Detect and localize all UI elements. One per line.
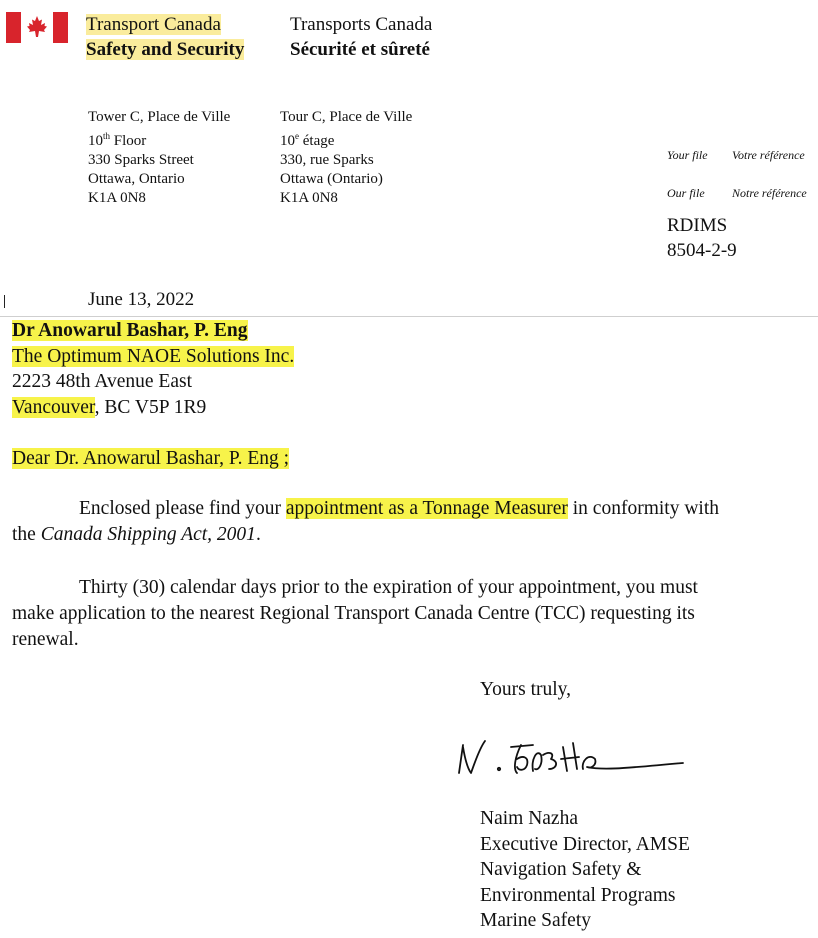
- recipient-city-line: Vancouver, BC V5P 1R9: [12, 396, 207, 418]
- paragraph-2-line1: Thirty (30) calendar days prior to the expiration of your appointment, you must: [79, 577, 698, 598]
- appointment-highlight: appointment as a Tonnage Measurer: [285, 498, 568, 519]
- signatory-title: Executive Director, AMSE: [480, 833, 690, 855]
- your-file-label: Your file: [667, 148, 708, 162]
- department-french: [290, 12, 432, 62]
- address-en-city: Ottawa, Ontario: [88, 171, 185, 187]
- letter-date: June 13, 2022: [88, 289, 195, 310]
- address-fr-line1: Tour C, Place de Ville: [280, 109, 413, 125]
- address-fr-street: 330, rue Sparks: [280, 152, 374, 168]
- recipient-block: [12, 318, 294, 420]
- scan-divider: [0, 316, 818, 317]
- paragraph-1: [12, 496, 719, 548]
- address-en-line1: Tower C, Place de Ville: [88, 109, 231, 125]
- salutation: Dear Dr. Anowarul Bashar, P. Eng ;: [12, 448, 290, 469]
- handwritten-signature: [455, 735, 695, 785]
- address-english: [88, 108, 230, 208]
- paragraph-1-line2: the Canada Shipping Act, 2001.: [12, 524, 261, 545]
- recipient-company: The Optimum NAOE Solutions Inc.: [12, 345, 295, 367]
- signatory-dept-1: Navigation Safety &: [480, 859, 642, 880]
- signatory-dept-3: Marine Safety: [480, 910, 592, 931]
- act-name: Canada Shipping Act, 2001: [40, 524, 256, 545]
- address-en-floor: 10th Floor: [88, 131, 147, 149]
- votre-reference-label: Votre référence: [732, 148, 805, 162]
- notre-reference-label: Notre référence: [732, 186, 807, 200]
- rdims-reference: [667, 213, 737, 263]
- address-fr-floor: 10e étage: [280, 131, 335, 149]
- department-name-fr: Transports Canada: [290, 14, 433, 35]
- paragraph-1-line1: Enclosed please find your appointment as a Tonnage Measurer in conformity with: [79, 498, 719, 519]
- address-en-street: 330 Sparks Street: [88, 152, 194, 168]
- department-english: [86, 12, 244, 62]
- address-french: [280, 108, 412, 208]
- rdims-label: RDIMS: [667, 215, 728, 236]
- closing: Yours truly,: [480, 679, 572, 700]
- paragraph-2: [12, 575, 698, 653]
- address-fr-postal: K1A 0N8: [280, 190, 338, 206]
- paragraph-2-line2: make application to the nearest Regional Transport Canada Centre (TCC) requesting its: [12, 603, 695, 624]
- recipient-city: Vancouver: [12, 396, 95, 418]
- signatory-name: Naim Nazha: [480, 808, 578, 829]
- margin-tick: [4, 295, 5, 308]
- rdims-number: 8504-2-9: [667, 240, 737, 261]
- paragraph-2-line3: renewal.: [12, 629, 79, 650]
- signatory-block: [480, 806, 690, 934]
- our-file-label: Our file: [667, 186, 705, 200]
- recipient-name: Dr Anowarul Bashar, P. Eng: [12, 320, 248, 341]
- department-name-en: Transport Canada: [86, 14, 221, 35]
- division-name-en: Safety and Security: [86, 39, 245, 60]
- division-name-fr: Sécurité et sûreté: [290, 39, 430, 60]
- signatory-dept-2: Environmental Programs: [480, 884, 676, 906]
- address-en-postal: K1A 0N8: [88, 190, 146, 206]
- address-fr-city: Ottawa (Ontario): [280, 171, 383, 187]
- canada-flag-icon: [6, 12, 68, 43]
- recipient-street: 2223 48th Avenue East: [12, 371, 192, 392]
